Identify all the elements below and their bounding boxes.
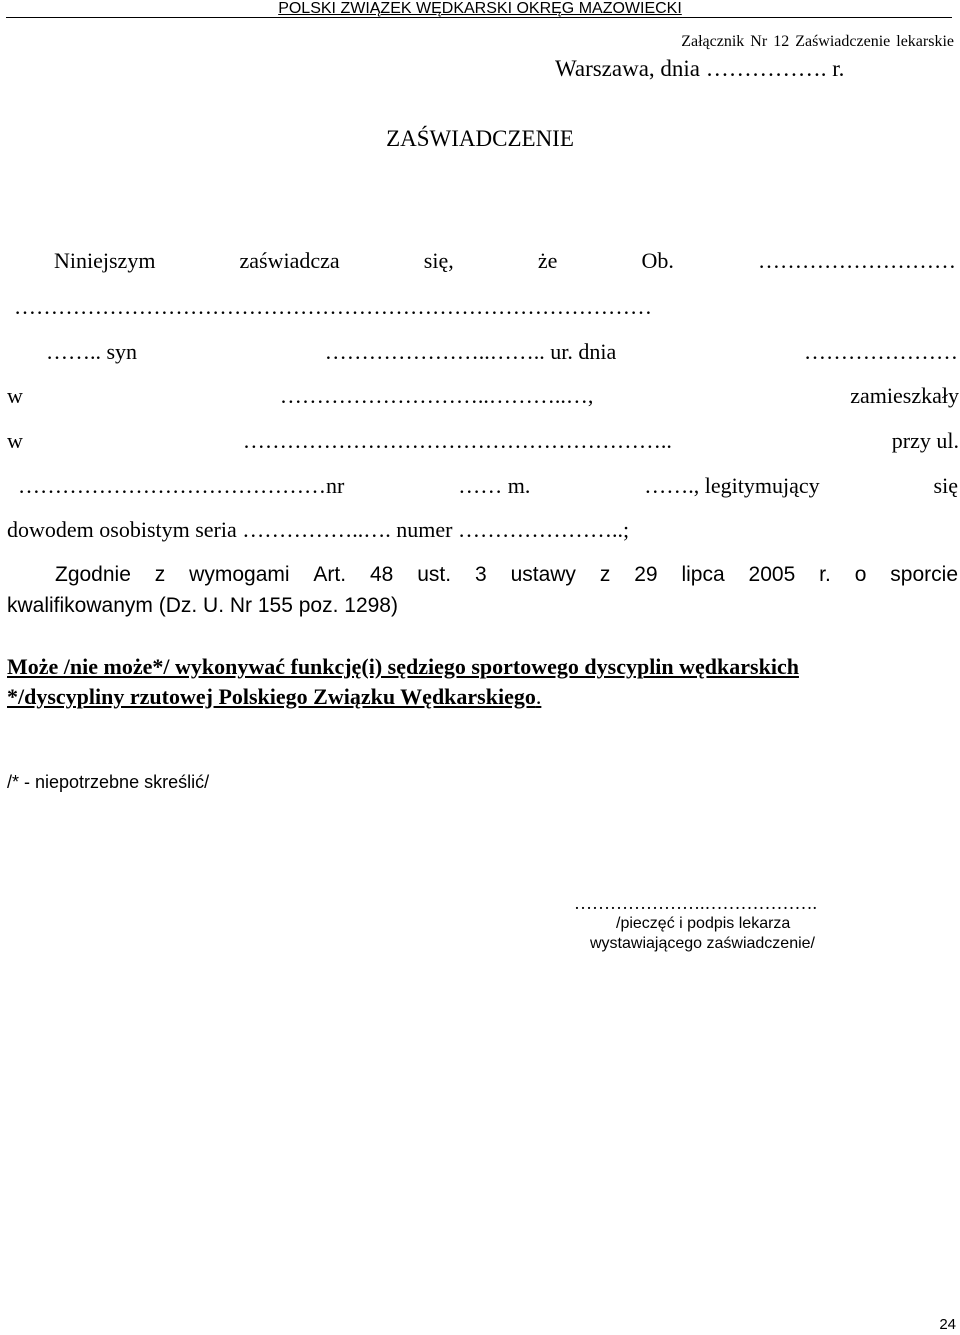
word: lipca (681, 563, 725, 586)
word: 48 (369, 563, 394, 586)
word: o (854, 563, 867, 586)
body-line-6 (18, 473, 958, 499)
word: wymogami (189, 563, 290, 586)
word: Art. (313, 563, 347, 586)
word: Ob. (641, 248, 674, 273)
decision-line-1: Może /nie może*/ wykonywać funkcję(i) sędziego sportowego dyscyplin wędkarskich (7, 654, 799, 679)
body-line-7: dowodem osobistym seria ……………..…. numer …………………..; (7, 517, 630, 542)
blank-dots: ………………………..………..…, (279, 383, 594, 408)
legal-basis-line-1 (55, 563, 958, 587)
body-line-1 (54, 248, 956, 274)
word: się (933, 473, 958, 498)
signature-caption-1: /pieczęć i podpis lekarza (616, 915, 791, 932)
word: że (537, 248, 558, 273)
page-number: 24 (939, 1316, 956, 1333)
word: r. (819, 563, 831, 586)
word: w (7, 428, 23, 453)
word: przy ul. (891, 428, 959, 453)
blank-dots: ……………………… (757, 248, 956, 273)
footnote: /* - niepotrzebne skreślić/ (7, 772, 210, 792)
word: z (154, 563, 166, 586)
word: ……………………………………nr (18, 473, 345, 498)
word: ust. (417, 563, 452, 586)
word: …….. syn (46, 339, 138, 364)
signature-caption-2: wystawiającego zaświadczenie/ (590, 935, 815, 952)
word: …………………..…….. ur. dnia (324, 339, 617, 364)
word: sporcie (890, 563, 958, 586)
word: 29 (634, 563, 658, 586)
word: 2005 (748, 563, 796, 586)
document-title: ZAŚWIADCZENIE (386, 126, 574, 151)
body-line-5 (7, 428, 959, 454)
decision-line-2-end: . (535, 684, 542, 709)
word: się, (423, 248, 454, 273)
word: Niniejszym (54, 248, 156, 273)
word: zamieszkały (850, 383, 959, 408)
word: z (599, 563, 611, 586)
blank-dots: ………………… (804, 339, 958, 364)
signature-dots: ………………….………………. (574, 893, 817, 913)
decision-line-2-text: */dyscypliny rzutowej Polskiego Związku Wędkarskiego (7, 684, 536, 709)
body-line-2-dots: …………………………………………………………………………… (14, 294, 652, 319)
decision-line-2 (7, 684, 541, 710)
word: w (7, 383, 23, 408)
legal-basis-line-2: kwalifikowanym (Dz. U. Nr 155 poz. 1298) (7, 594, 398, 617)
body-line-4 (7, 383, 959, 409)
word: 3 (474, 563, 487, 586)
place-date: Warszawa, dnia ……………. r. (555, 56, 845, 81)
attachment-label: Załącznik Nr 12 Zaświadczenie lekarskie (681, 33, 954, 50)
word: Zgodnie (55, 563, 131, 586)
word: zaświadcza (239, 248, 340, 273)
word: ……., legitymujący (644, 473, 820, 498)
body-line-3 (46, 339, 958, 365)
blank-dots: ………………………………………………….. (242, 428, 672, 453)
organization-header: POLSKI ZWIĄZEK WĘDKARSKI OKRĘG MAZOWIECKI (278, 0, 682, 17)
word: ustawy (510, 563, 576, 586)
word: …… m. (458, 473, 531, 498)
